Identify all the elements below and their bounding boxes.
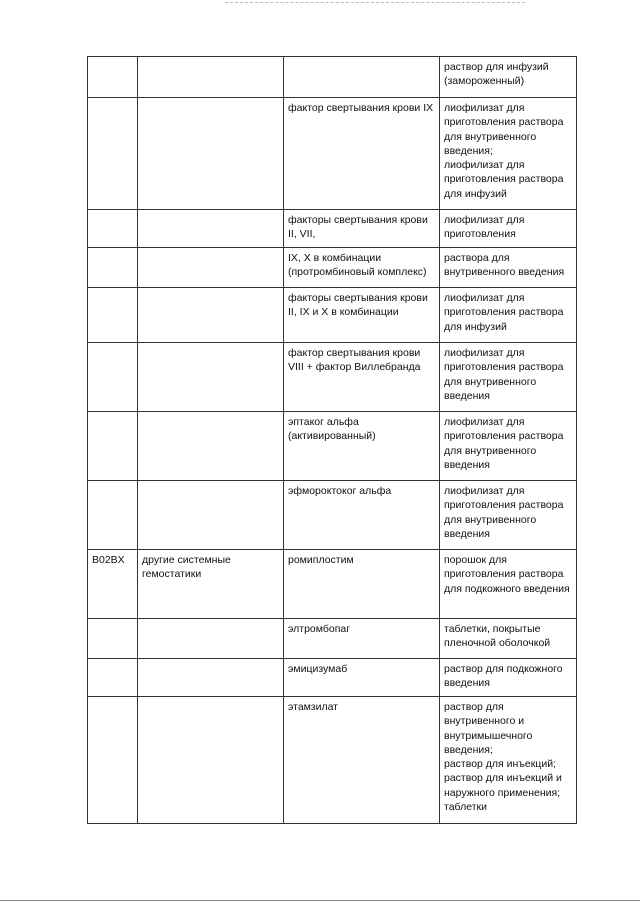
drug-cell: фактор свертывания крови IX	[284, 98, 440, 210]
atc-code-cell	[88, 343, 138, 412]
page-bottom-edge	[0, 900, 640, 901]
form-cell: раствор для инфузий (замороженный)	[440, 57, 577, 98]
group-cell	[138, 343, 284, 412]
table-row	[88, 288, 577, 343]
group-cell	[138, 288, 284, 343]
form-cell: таблетки, покрытые пленочной оболочкой	[440, 619, 577, 659]
group-cell	[138, 481, 284, 550]
form-cell: лиофилизат для приготовления раствора для внутривенного введения	[440, 481, 577, 550]
form-cell: порошок для приготовления раствора для подкожного введения	[440, 550, 577, 619]
table-row	[88, 343, 577, 412]
form-cell: раствор для внутривенного и внутримышечного введения; раствор для инъекций; раствор для инъекций и наружного применения; таблетки	[440, 697, 577, 824]
atc-code-cell	[88, 210, 138, 248]
table-row	[88, 98, 577, 210]
atc-code-cell	[88, 619, 138, 659]
group-cell	[138, 697, 284, 824]
drug-cell: элтромбопаг	[284, 619, 440, 659]
atc-code-cell	[88, 659, 138, 697]
group-cell	[138, 248, 284, 288]
atc-code-cell	[88, 697, 138, 824]
drug-table	[87, 56, 577, 824]
form-cell: лиофилизат для приготовления	[440, 210, 577, 248]
group-cell	[138, 659, 284, 697]
table-row	[88, 412, 577, 481]
atc-code-cell	[88, 288, 138, 343]
atc-code-cell	[88, 481, 138, 550]
form-cell: лиофилизат для приготовления раствора для внутривенного введения; лиофилизат для приготовления раствора для инфузий	[440, 98, 577, 210]
group-cell: другие системные гемостатики	[138, 550, 284, 619]
form-cell: лиофилизат для приготовления раствора для внутривенного введения	[440, 412, 577, 481]
table-row	[88, 57, 577, 98]
drug-cell: факторы свертывания крови II, VII,	[284, 210, 440, 248]
table-row	[88, 248, 577, 288]
form-cell: лиофилизат для приготовления раствора для инфузий	[440, 288, 577, 343]
group-cell	[138, 57, 284, 98]
table-row	[88, 659, 577, 697]
drug-cell: эптаког альфа (активированный)	[284, 412, 440, 481]
drug-cell	[284, 57, 440, 98]
table-row	[88, 697, 577, 824]
atc-code-cell	[88, 98, 138, 210]
drug-cell: факторы свертывания крови II, IX и X в комбинации	[284, 288, 440, 343]
form-cell: раствор для подкожного введения	[440, 659, 577, 697]
atc-code-cell	[88, 57, 138, 98]
drug-cell: эмицизумаб	[284, 659, 440, 697]
table-row	[88, 210, 577, 248]
page-top-edge	[225, 2, 525, 3]
drug-cell: фактор свертывания крови VIII + фактор Виллебранда	[284, 343, 440, 412]
drug-cell: IX, X в комбинации (протромбиновый комплекс)	[284, 248, 440, 288]
drug-cell: ромиплостим	[284, 550, 440, 619]
group-cell	[138, 619, 284, 659]
table-row	[88, 481, 577, 550]
drug-cell: этамзилат	[284, 697, 440, 824]
drug-cell: эфмороктоког альфа	[284, 481, 440, 550]
form-cell: лиофилизат для приготовления раствора для внутривенного введения	[440, 343, 577, 412]
form-cell: раствора для внутривенного введения	[440, 248, 577, 288]
group-cell	[138, 98, 284, 210]
table-row	[88, 550, 577, 619]
atc-code-cell: B02BX	[88, 550, 138, 619]
group-cell	[138, 412, 284, 481]
atc-code-cell	[88, 412, 138, 481]
table-row	[88, 619, 577, 659]
group-cell	[138, 210, 284, 248]
atc-code-cell	[88, 248, 138, 288]
